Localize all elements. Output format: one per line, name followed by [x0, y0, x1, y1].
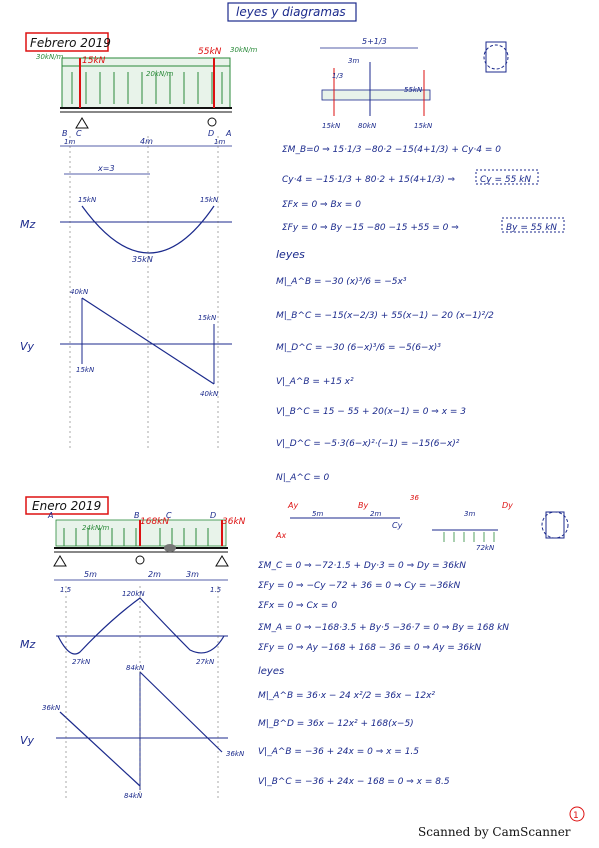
p1-fbd-top: 5+1/3 — [362, 37, 387, 46]
p2-vy-label: Vy — [20, 734, 35, 747]
p1-mz-mid: 35kN — [132, 255, 153, 264]
p1-mz-left: 15kN — [78, 196, 97, 204]
p1-load-right-dist: 30kN/m — [230, 46, 258, 54]
p1-eq-3: Cy = 55 kN — [480, 175, 532, 185]
p2-fbd-load: 72kN — [476, 544, 495, 552]
p1-fbd-load1: 15kN — [322, 122, 341, 130]
p1-fbd-load3: 15kN — [414, 122, 433, 130]
p1-law-3: M|_D^C = −30 (6−x)³/6 = −5(6−x)³ — [276, 343, 441, 353]
p2-load-dist: 24kN/m — [82, 524, 110, 532]
p1-load-right-point: 55kN — [198, 47, 222, 57]
p2-fbd-ay: Ay — [288, 501, 299, 510]
p2-eq-2: ΣFy = 0 ⇒ −Cy −72 + 36 = 0 ⇒ Cy = −36kN — [258, 581, 461, 591]
p2-eq-4: ΣM_A = 0 ⇒ −168·3.5 + By·5 −36·7 = 0 ⇒ By = 168 kN — [258, 623, 510, 633]
p1-law-1: M|_A^B = −30 (x)³/6 = −5x³ — [276, 277, 407, 287]
p1-load-left-dist: 30kN/m — [36, 53, 64, 61]
p1-support-b: B — [62, 129, 68, 138]
p2-dim-1: 1.5 — [60, 586, 72, 594]
p2-eq-1: ΣM_C = 0 ⇒ −72·1.5 + Dy·3 = 0 ⇒ Dy = 36kN — [258, 561, 466, 571]
p2-dim-3: 2m — [148, 570, 161, 579]
p1-fbd-lefth: 1/3 — [332, 72, 344, 80]
p2-fbd-moment: 36 — [410, 494, 419, 502]
p2-vy-line-b — [140, 672, 222, 752]
p1-leyes: leyes — [276, 248, 305, 261]
p2-support-b: B — [134, 511, 140, 520]
p2-vy-bot: 84kN — [124, 792, 143, 800]
p2-law-4: V|_B^C = −36 + 24x − 168 = 0 ⇒ x = 8.5 — [258, 777, 450, 787]
p1-vy-top-left: 40kN — [70, 288, 89, 296]
p2-load-d: 36kN — [222, 517, 246, 527]
p1-vy-right-top: 15kN — [198, 314, 217, 322]
page-number: 1 — [573, 811, 579, 821]
problem1-label: Febrero 2019 — [30, 36, 111, 50]
p1-vy-bot-left: 15kN — [76, 366, 95, 374]
p1-law-4: V|_A^B = +15 x² — [276, 377, 354, 387]
p1-law-6: V|_D^C = −5·3(6−x)²·(−1) = −15(6−x)² — [276, 439, 460, 449]
p1-law-7: N|_A^C = 0 — [276, 473, 330, 483]
scanner-footer: Scanned by CamScanner — [418, 825, 571, 839]
p2-fbd-ax: Ax — [276, 531, 287, 540]
p1-mz-curve — [82, 206, 214, 253]
p2-fbd-cy: Cy — [392, 521, 403, 530]
p2-mz-right: 27kN — [196, 658, 215, 666]
problem2-label: Enero 2019 — [32, 499, 102, 513]
p2-leyes: leyes — [258, 666, 285, 677]
p2-mz-curve — [58, 598, 224, 654]
p1-dim-a: 1m — [64, 138, 76, 146]
p1-fbd-mid: 3m — [348, 57, 360, 65]
p2-law-1: M|_A^B = 36·x − 24 x²/2 = 36x − 12x² — [258, 691, 436, 701]
p1-fbd-right: 55kN — [404, 86, 423, 94]
p2-dim-4: 3m — [186, 570, 199, 579]
p1-dim-x: x=3 — [98, 164, 115, 173]
p1-support-c: C — [76, 129, 82, 138]
p2-mz-label: Mz — [20, 638, 36, 651]
p2-support-c: C — [166, 511, 172, 520]
p2-law-3: V|_A^B = −36 + 24x = 0 ⇒ x = 1.5 — [258, 747, 420, 757]
p1-eq-6: By = 55 kN — [506, 223, 558, 233]
p2-support-a: A — [48, 511, 54, 520]
p1-eq-2: Cy·4 = −15·1/3 + 80·2 + 15(4+1/3) ⇒ — [282, 175, 455, 185]
p2-fbd — [290, 512, 568, 542]
p2-law-2: M|_B^D = 36x − 12x² + 168(x−5) — [258, 719, 414, 729]
p1-vy-right-bot: 40kN — [200, 390, 219, 398]
p1-eq-4: ΣFx = 0 ⇒ Bx = 0 — [282, 200, 361, 210]
p2-support-d: D — [210, 511, 217, 520]
p2-load-b: 168kN — [140, 517, 170, 527]
p2-mz-left: 27kN — [72, 658, 91, 666]
p1-eq-5: ΣFy = 0 ⇒ By −15 −80 −15 +55 = 0 ⇒ — [282, 223, 459, 233]
p1-fbd-load2: 80kN — [358, 122, 377, 130]
page-title: leyes y diagramas — [236, 5, 346, 19]
p1-law-2: M|_B^C = −15(x−2/3) + 55(x−1) − 20 (x−1)²/2 — [276, 311, 494, 321]
p2-mz-top: 120kN — [122, 590, 145, 598]
p1-guides — [70, 136, 218, 448]
p1-support-a: A — [226, 129, 232, 138]
p1-support-d: D — [208, 129, 215, 138]
p2-fbd-dim-1: 5m — [312, 510, 324, 518]
p2-guides — [66, 586, 218, 800]
p1-eq-1: ΣM_B=0 ⇒ 15·1/3 −80·2 −15(4+1/3) + Cy·4 = 0 — [282, 145, 501, 155]
p1-load-left-point: 15kN — [82, 56, 106, 66]
p1-law-5: V|_B^C = 15 − 55 + 20(x−1) = 0 ⇒ x = 3 — [276, 407, 467, 417]
p2-fbd-dy: Dy — [502, 501, 513, 510]
p2-fbd-by: By — [358, 501, 369, 510]
p2-dim-2: 5m — [84, 570, 97, 579]
p1-mz-label: Mz — [20, 218, 36, 231]
p1-load-uniform: 20kN/m — [146, 70, 174, 78]
p1-dim-b: 4m — [140, 137, 153, 146]
p1-vy-label: Vy — [20, 340, 35, 353]
p2-fbd-dim-3: 3m — [464, 510, 476, 518]
p2-vy-right: 36kN — [226, 750, 245, 758]
p1-mz-right: 15kN — [200, 196, 219, 204]
p1-fbd — [320, 42, 508, 116]
p2-vy-mid-top: 84kN — [126, 664, 145, 672]
problem1-beam-sketch — [60, 58, 232, 128]
p2-fbd-dim-2: 2m — [370, 510, 382, 518]
p1-dim-c: 1m — [214, 138, 226, 146]
p2-dim-5: 1.5 — [210, 586, 222, 594]
p2-vy-line-a — [60, 712, 140, 786]
p2-eq-3: ΣFx = 0 ⇒ Cx = 0 — [258, 601, 338, 611]
p2-eq-5: ΣFy = 0 ⇒ Ay −168 + 168 − 36 = 0 ⇒ Ay = 36kN — [258, 643, 482, 653]
p2-vy-left-top: 36kN — [42, 704, 61, 712]
